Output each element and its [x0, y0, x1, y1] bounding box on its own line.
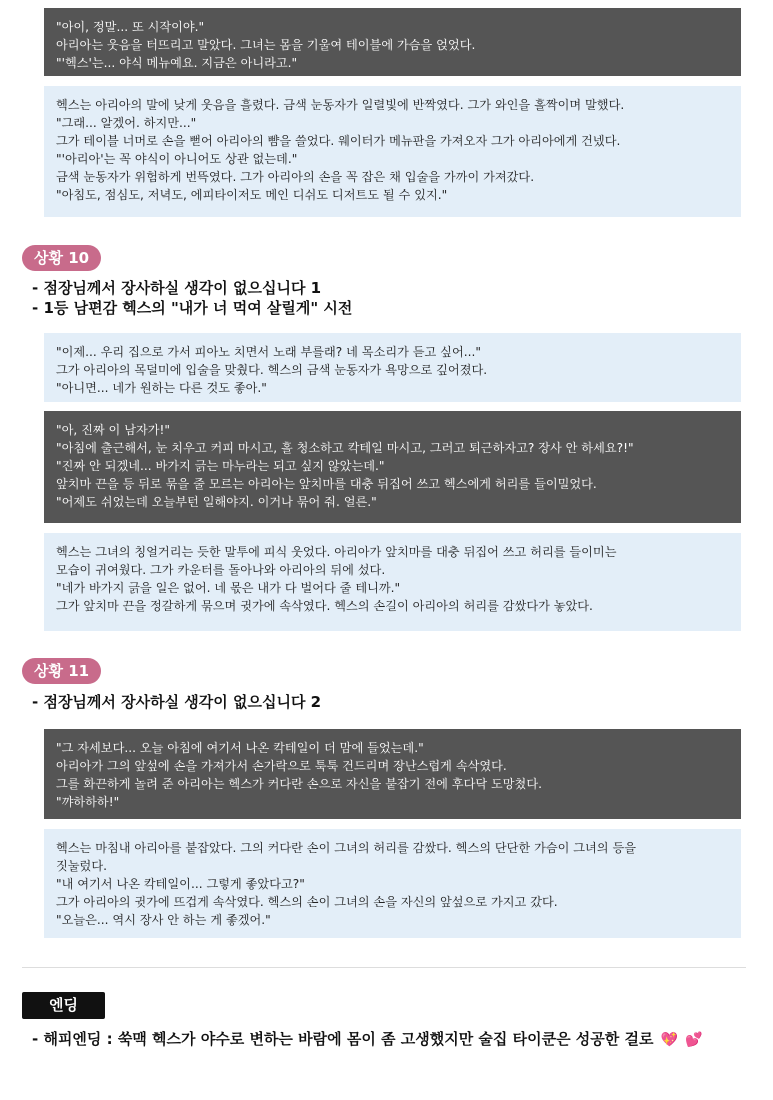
dialogue-line: 아리아는 웃음을 터뜨리고 말았다. 그녀는 몸을 기울여 테이블에 가슴을 얹었다.: [56, 38, 476, 52]
scene-tag: 상황 10: [22, 245, 101, 271]
narration-block: [44, 533, 741, 631]
sparkling-heart-icon: 💖: [660, 1032, 679, 1048]
dialogue-line: "아이, 정말... 또 시작이야.": [56, 20, 205, 34]
narration-line: "이제... 우리 집으로 가서 피아노 치면서 노래 부를래? 네 목소리가 듣고 싶어...": [56, 345, 481, 359]
dialogue-block: [44, 729, 741, 819]
section-divider: [22, 967, 746, 968]
narration-line: 헥스는 그녀의 칭얼거리는 듯한 말투에 피식 웃었다. 아리아가 앞치마를 대충 뒤집어 쓰고 허리를 들이미는: [56, 545, 617, 559]
narration-block: [44, 829, 741, 938]
ending-description: [32, 1028, 703, 1049]
narration-line: 금색 눈동자가 위험하게 번뜩였다. 그가 아리아의 손을 꼭 잡은 채 입술을 가까이 가져갔다.: [56, 170, 535, 184]
dialogue-line: "아, 진짜 이 남자가!": [56, 423, 171, 437]
narration-line: 헥스는 아리아의 말에 낮게 웃음을 흘렸다. 금색 눈동자가 일렬빛에 반짝였다. 그가 와인을 홀짝이며 말했다.: [56, 98, 625, 112]
narration-line: 짓눌렀다.: [56, 859, 107, 873]
narration-line: 헥스는 마침내 아리아를 붙잡았다. 그의 커다란 손이 그녀의 허리를 감쌌다. 헥스의 단단한 가슴이 그녀의 등을: [56, 841, 637, 855]
dialogue-line: 아리아가 그의 앞섶에 손을 가져가서 손가락으로 툭툭 건드리며 장난스럽게 속삭였다.: [56, 759, 507, 773]
narration-block: [44, 86, 741, 217]
dialogue-line: 앞치마 끈을 등 뒤로 묶을 줄 모르는 아리아는 앞치마를 대충 뒤집어 쓰고 헥스에게 허리를 들이밀었다.: [56, 477, 597, 491]
narration-line: "아니면... 네가 원하는 다른 것도 좋아.": [56, 381, 267, 395]
narration-line: 그가 아리아의 귓가에 뜨겁게 속삭였다. 헥스의 손이 그녀의 손을 자신의 앞섶으로 가지고 갔다.: [56, 895, 558, 909]
dialogue-line: "꺄하하하!": [56, 795, 120, 809]
dialogue-line: "어제도 쉬었는데 오늘부턴 일해야지. 이거나 묶어 줘. 얼른.": [56, 495, 377, 509]
scene-tag: 상황 11: [22, 658, 101, 684]
scene-description: - 점장님께서 장사하실 생각이 없으십니다 1: [32, 279, 322, 297]
dialogue-block: [44, 411, 741, 523]
ending-text: - 해피엔딩 : 쑥맥 헥스가 야수로 변하는 바람에 몸이 좀 고생했지만 술집 타이쿤은 성공한 걸로: [32, 1030, 654, 1048]
narration-line: "아침도, 점심도, 저녁도, 에피타이저도 메인 디쉬도 디저트도 될 수 있지.": [56, 188, 448, 202]
narration-line: 그가 앞치마 끈을 정갈하게 묶으며 귓가에 속삭였다. 헥스의 손길이 아리아의 허리를 감쌌다가 놓았다.: [56, 599, 593, 613]
dialogue-line: "'헥스'는... 야식 메뉴예요. 지금은 아니라고.": [56, 56, 298, 70]
narration-line: "그래... 알겠어. 하지만...": [56, 116, 197, 130]
two-hearts-icon: 💕: [685, 1032, 703, 1048]
narration-block: [44, 333, 741, 402]
narration-line: "네가 바가지 긁을 일은 없어. 네 몫은 내가 다 벌어다 줄 테니까.": [56, 581, 401, 595]
dialogue-line: "그 자세보다... 오늘 아침에 여기서 나온 칵테일이 더 맘에 들었는데.": [56, 741, 424, 755]
narration-line: 모습이 귀여웠다. 그가 카운터를 돌아나와 아리아의 뒤에 섰다.: [56, 563, 386, 577]
narration-line: 그가 테이블 너머로 손을 뻗어 아리아의 뺨을 쓸었다. 웨이터가 메뉴판을 가져오자 그가 아리아에게 건넸다.: [56, 134, 621, 148]
ending-tag: 엔딩: [22, 992, 105, 1019]
dialogue-block: [44, 8, 741, 76]
narration-line: 그가 아리아의 목덜미에 입술을 맞췄다. 헥스의 금색 눈동자가 욕망으로 깊어졌다.: [56, 363, 488, 377]
narration-line: "'아리아'는 꼭 야식이 아니어도 상관 없는데.": [56, 152, 298, 166]
narration-line: "오늘은... 역시 장사 안 하는 게 좋겠어.": [56, 913, 271, 927]
scene-description: - 1등 남편감 헥스의 "내가 너 먹여 살릴게" 시전: [32, 299, 353, 317]
dialogue-line: "아침에 출근해서, 눈 치우고 커피 마시고, 홀 청소하고 칵테일 마시고, 그러고 퇴근하자고? 장사 안 하세요?!": [56, 441, 634, 455]
dialogue-line: "진짜 안 되겠네... 바가지 긁는 마누라는 되고 싶지 않았는데.": [56, 459, 385, 473]
scene-description: - 점장님께서 장사하실 생각이 없으십니다 2: [32, 693, 322, 711]
dialogue-line: 그를 화끈하게 놀려 준 아리아는 헥스가 커다란 손으로 자신을 붙잡기 전에 후다닥 도망쳤다.: [56, 777, 542, 791]
narration-line: "내 여기서 나온 칵테일이... 그렇게 좋았다고?": [56, 877, 305, 891]
